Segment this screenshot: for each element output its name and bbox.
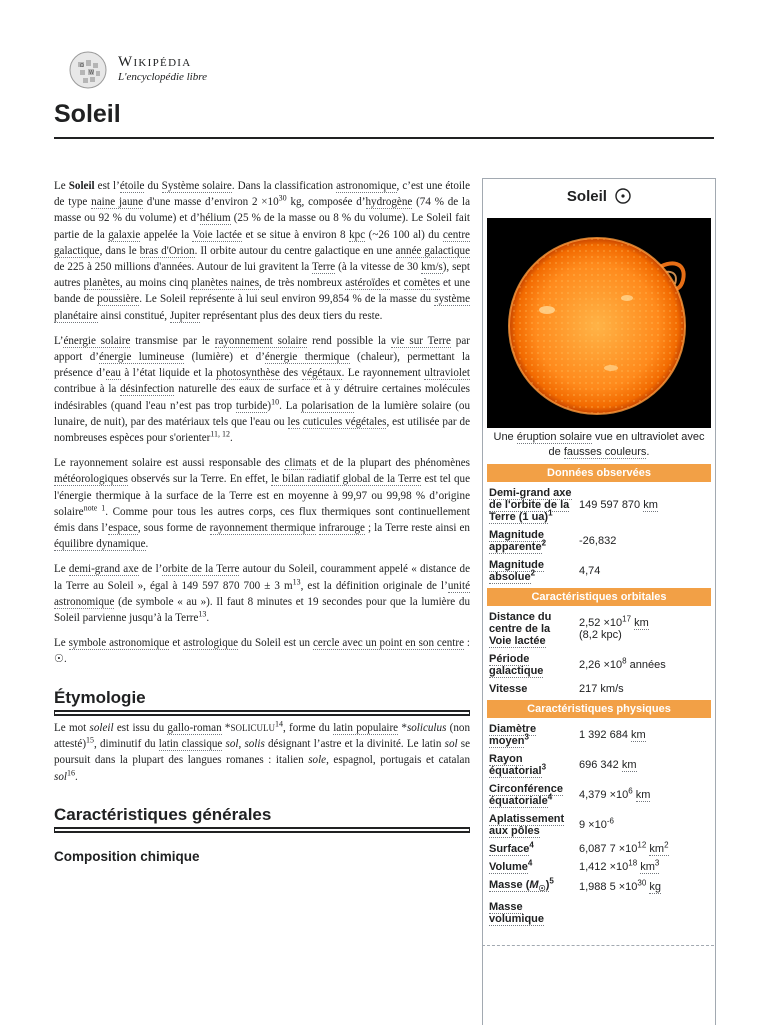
link-magnitude-absolue[interactable]: Magnitude absolue: [489, 559, 544, 583]
link-volume[interactable]: Volume: [489, 861, 528, 873]
link-helium[interactable]: hélium: [199, 212, 231, 225]
link-infrarouge[interactable]: infrarouge: [318, 522, 365, 535]
link-latin-classique[interactable]: latin classique: [158, 738, 223, 751]
link-systeme-solaire[interactable]: Système solaire: [161, 180, 232, 192]
page-cut-divider: [482, 945, 714, 946]
link-annee-galactique[interactable]: année galactique: [395, 244, 470, 257]
value-text: 1 392 684: [579, 729, 628, 741]
unit-text: km: [640, 861, 655, 873]
row-label: Vitesse: [489, 683, 528, 695]
intro-paragraph-1: Le Soleil est l’étoile du Système solaire. Dans la classification astronomique, c’est une étoile de type naine jaune d'une masse d’environ $2 \times 10^{30}$ kg, composée d’hydrogène (74 % de la masse ou 92 % du volume) et d’hélium (25 % de la masse ou 8 % du volume). Le Soleil fait partie de la galaxie appelée la Voie lactée et se situe à environ 8 kpc (~26 100 al) du centre galactique, dans le bras d'Orion. Il orbite autour du centre galactique en une année galactique de 225 à 250 millions d'années. Autour de lui gravitent la Terre (à la vitesse de 30 km/s), sept autres planètes, au moins cinq planètes naines, de très nombreux astéroïdes et comètes et une bande de poussière. Le Soleil représente à lui seul environ 99,854 % de la masse du système planétaire ainsi constitué, Jupiter représentant plus des deux tiers du reste.: [54, 180, 471, 322]
link-energie-solaire[interactable]: énergie solaire: [63, 334, 131, 347]
ref-sup[interactable]: 4: [527, 858, 533, 868]
row-label: [487, 858, 577, 876]
title-divider: [54, 137, 714, 139]
link-galaxie[interactable]: galaxie: [108, 228, 141, 241]
section-heading-etymologie: Étymologie: [54, 690, 470, 712]
sun-image[interactable]: [487, 218, 711, 428]
row-value: 4,74: [579, 565, 601, 577]
table-row: [487, 898, 711, 928]
link-etoile[interactable]: étoile: [119, 180, 145, 192]
row-label: [487, 876, 577, 898]
row-label: [487, 810, 577, 840]
label-text: aux pôles: [489, 825, 540, 837]
ref-sup[interactable]: 4: [529, 840, 534, 850]
intro-paragraph-5: Le symbole astronomique et astrologique du Soleil est un cercle avec un point en son centre : ☉.: [54, 637, 470, 666]
row-label: [487, 650, 577, 680]
row-value: -26,832: [579, 535, 617, 547]
row-label: [487, 720, 577, 750]
row-value: [577, 484, 711, 526]
value-unit: années: [629, 659, 666, 671]
row-value: [577, 840, 711, 858]
link-les[interactable]: les: [287, 415, 300, 428]
intro-paragraph-2: L’énergie solaire transmise par le rayonnement solaire rend possible la vie sur Terre par apport d’énergie lumineuse (lumière) et d’énergie thermique (chaleur), permettant la présence d’eau à l’état liquide et la photosynthèse des végétaux. Le rayonnement ultraviolet contribue à la désinfection naturelle des eaux de surface et à y détruire certaines molécules indésirables (quand l'eau n’est pas trop turbide)$^{10}$. La polarisation de la lumière solaire (ou lunaire, de nuit), par des matériaux tels que l'eau ou les cuticules végétales, est utilisée par de nombreuses espèces pour s'orienter$^{11, 12}$.: [54, 334, 471, 445]
link-ultraviolet[interactable]: ultraviolet: [424, 367, 470, 380]
table-caracteristiques-orbitales: [487, 608, 711, 698]
label-text: Rayon: [489, 753, 523, 765]
link-gallo-roman[interactable]: gallo-roman: [167, 721, 222, 734]
link-polarisation[interactable]: polarisation: [301, 399, 354, 412]
unit-link-km[interactable]: km: [635, 789, 651, 801]
caption-text-start: Une: [493, 431, 514, 443]
table-row: [487, 608, 711, 650]
link-vegetaux[interactable]: végétaux: [301, 367, 342, 380]
unit-link-km[interactable]: km: [634, 617, 649, 629]
table-row: [487, 810, 711, 840]
infobox-title: [483, 188, 715, 212]
link-diametre[interactable]: [489, 723, 536, 748]
table-row: [487, 484, 711, 526]
link-centre-galactique[interactable]: centre galactique: [54, 228, 470, 257]
unit-link-km[interactable]: km: [631, 729, 646, 741]
section-heading-caracteristiques: Caractéristiques générales: [54, 807, 470, 829]
ref-sup[interactable]: 3: [524, 732, 529, 742]
link-naine-jaune[interactable]: naine jaune: [91, 196, 143, 209]
label-symbol: M: [529, 879, 539, 891]
page-title: Soleil: [54, 100, 121, 128]
label-text: Circonférence: [489, 783, 563, 795]
infobox-section-caracteristiques-orbitales: Caractéristiques orbitales: [487, 588, 711, 606]
table-row: [487, 780, 711, 810]
unit-link-km2[interactable]: [649, 840, 669, 856]
table-row: [487, 858, 711, 876]
link-latin-populaire[interactable]: latin populaire: [333, 721, 399, 734]
value-exponent: 17: [622, 614, 632, 624]
link-voie-lactee-label[interactable]: Voie lactée: [489, 635, 546, 647]
link-kpc[interactable]: kpc: [349, 228, 366, 241]
intro-paragraph-3: Le rayonnement solaire est aussi responsable des climats et de la plupart des phénomènes météorologiques observés sur la Terre. En effet, le bilan radiatif global de la Terre est tel que l'énergie thermique à la surface de la Terre est en moyenne à 99,97 ou 99,98 % d’origine solaire$^{note 1}$. Comme pour tous les autres corps, ces flux thermiques sont continuellement émis dans l’espace, sous forme de rayonnement thermique infrarouge ; la Terre reste ainsi en équilibre dynamique.: [54, 457, 471, 551]
link-symbole-astronomique[interactable]: symbole astronomique: [68, 637, 170, 650]
sun-symbol-icon: [615, 188, 631, 204]
link-desinfection[interactable]: désinfection: [120, 383, 175, 396]
link-espace[interactable]: espace: [108, 522, 138, 535]
site-tagline: L'encyclopédie libre: [118, 71, 207, 83]
row-value: [577, 858, 711, 876]
link-orbite-terre[interactable]: orbite de la Terre: [162, 563, 240, 576]
value-exponent: 18: [628, 858, 638, 868]
link-photosynthese[interactable]: photosynthèse: [216, 367, 280, 380]
unit-exponent: 2: [664, 840, 669, 850]
label-text: volumique: [489, 913, 545, 926]
table-row: [487, 720, 711, 750]
svg-text:Ω: Ω: [80, 63, 84, 69]
link-jupiter[interactable]: Jupiter: [169, 309, 201, 322]
ref-sup[interactable]: 4: [547, 792, 553, 802]
label-text: Masse: [489, 901, 523, 914]
infobox-caption: [483, 428, 715, 464]
row-value: [577, 876, 711, 898]
wikipedia-logo[interactable]: [68, 50, 268, 90]
table-caracteristiques-physiques: [487, 720, 711, 928]
link-equilibre-dynamique[interactable]: équilibre dynamique: [54, 538, 146, 551]
table-row: [487, 526, 711, 556]
row-value: 217 km/s: [579, 683, 624, 695]
ref-sup[interactable]: 5: [549, 876, 554, 886]
infobox-section-donnees-observees: Données observées: [487, 464, 711, 482]
link-energie-lumineuse[interactable]: énergie lumineuse: [98, 351, 185, 364]
label-text: équatorial: [489, 765, 542, 777]
sun-subscript-icon: ☉: [538, 884, 546, 894]
value-text: 1,412 ×10: [579, 861, 629, 873]
link-voie-lactee[interactable]: Voie lactée: [192, 228, 242, 241]
link-hydrogene[interactable]: hydrogène: [365, 196, 413, 209]
site-title: Wikipédia: [118, 54, 192, 70]
infobox: [482, 178, 716, 1025]
ref-sup[interactable]: 2: [530, 568, 536, 578]
row-label: [487, 608, 577, 650]
row-label: [487, 526, 577, 556]
infobox-section-caracteristiques-physiques: Caractéristiques physiques: [487, 700, 711, 718]
subsection-heading-composition: Composition chimique: [54, 848, 200, 864]
link-bras-orion[interactable]: bras d'Orion: [139, 244, 195, 257]
link-rayonnement-solaire[interactable]: rayonnement solaire: [214, 334, 308, 347]
unit-link-kg[interactable]: kg: [649, 881, 662, 894]
link-planetes-naines[interactable]: planètes naines: [191, 277, 260, 290]
article-body: [54, 178, 470, 865]
link-kms[interactable]: km/s: [421, 261, 443, 274]
table-row: [487, 840, 711, 858]
unit-link-km[interactable]: km: [621, 759, 637, 771]
value-text: 4,379 ×10: [579, 789, 629, 801]
link-demi-grand-axe[interactable]: demi-grand axe: [68, 563, 139, 576]
link-eau[interactable]: eau: [105, 367, 121, 380]
ref-sup[interactable]: 1: [548, 508, 553, 518]
value-exponent: -6: [606, 816, 614, 826]
link-masse[interactable]: [489, 879, 549, 892]
value-text: 1,988 5 ×10: [579, 881, 638, 894]
link-astrologique[interactable]: astrologique: [183, 637, 239, 650]
link-astronomique[interactable]: astronomique: [336, 180, 397, 192]
value-text: 9 ×10: [579, 819, 607, 831]
value-extra: (8,2 kpc): [579, 629, 622, 641]
label-text: Diamètre: [489, 723, 537, 735]
svg-text:W: W: [89, 70, 94, 76]
label-text: ): [545, 879, 550, 891]
link-meteorologiques[interactable]: météorologiques: [54, 473, 128, 486]
unit-link-km[interactable]: km: [643, 499, 658, 511]
link-surface[interactable]: Surface: [489, 843, 530, 855]
link-turbide[interactable]: turbide: [235, 399, 268, 412]
row-label: [487, 840, 577, 858]
row-label: [487, 898, 577, 928]
label-text: Masse (: [489, 879, 530, 891]
row-label: [487, 780, 577, 810]
value-text: 2,26 ×10: [579, 659, 623, 671]
ref-sup[interactable]: 3: [541, 762, 547, 772]
link-vie-sur-terre[interactable]: vie sur Terre: [390, 334, 451, 347]
link-unite-astronomique[interactable]: unité astronomique: [54, 579, 470, 608]
etymologie-paragraph: Le mot soleil est issu du gallo-roman *SOLICULU$^{14}$, forme du latin populaire *soliculus (non attesté)$^{15}$, diminutif du latin classique sol, solis désignant l’astre et la divinité. Le latin sol se poursuit dans la plupart des langues romanes : italien sole, espagnol, portugais et catalan sol$^{16}$.: [54, 719, 471, 783]
unit-text: km: [649, 843, 665, 855]
row-value: [577, 780, 711, 810]
label-text: moyen: [489, 735, 525, 747]
unit-link-km3[interactable]: [640, 858, 660, 874]
row-value: [577, 720, 711, 750]
link-aplatissement[interactable]: [489, 813, 564, 838]
link-planetes[interactable]: planètes: [83, 277, 120, 290]
value-exponent: 12: [637, 840, 647, 850]
label-text: Aplatissement: [489, 813, 565, 825]
link-periode-galactique[interactable]: Période galactique: [489, 653, 544, 677]
caption-text-middle: vue en ultraviolet avec de: [548, 431, 705, 458]
link-cuticules-vegetales[interactable]: cuticules végétales: [302, 415, 387, 428]
caption-link-eruption[interactable]: éruption solaire: [516, 431, 592, 443]
value-text: 2,52 ×10: [579, 617, 623, 629]
link-terre[interactable]: Terre: [311, 261, 336, 274]
table-donnees-observees: [487, 484, 711, 586]
infobox-title-text: Soleil: [566, 188, 607, 205]
link-demi-grand-axe-label[interactable]: Demi-grand axe de l'orbite de la Terre (1 ua): [489, 487, 572, 523]
table-row: [487, 750, 711, 780]
link-bilan-radiatif[interactable]: le bilan radiatif global de la Terre: [271, 473, 422, 486]
value-exponent: 30: [637, 878, 647, 888]
caption-link-fausses-couleurs[interactable]: fausses couleurs: [563, 446, 647, 458]
row-label: [487, 750, 577, 780]
value-exponent: 6: [628, 786, 633, 796]
link-magnitude-apparente[interactable]: Magnitude apparente: [489, 529, 544, 553]
label-text: équatoriale: [489, 795, 548, 807]
link-climats[interactable]: climats: [284, 457, 317, 470]
link-rayonnement-thermique[interactable]: rayonnement thermique: [209, 522, 316, 535]
link-systeme-planetaire[interactable]: système planétaire: [54, 293, 470, 322]
unit-exponent: 3: [654, 858, 660, 868]
link-cometes[interactable]: comètes: [403, 277, 440, 290]
table-row: [487, 556, 711, 586]
link-poussiere[interactable]: poussière: [97, 293, 140, 306]
value-exponent: 8: [622, 656, 627, 666]
wikipedia-globe-icon: [68, 50, 110, 90]
row-value: [577, 608, 711, 650]
value-text: 696 342: [579, 759, 619, 771]
ref-sup[interactable]: 2: [541, 538, 547, 548]
link-asteroides[interactable]: astéroïdes: [345, 277, 390, 290]
row-value: [577, 650, 711, 680]
table-row: [487, 650, 711, 680]
table-row: [487, 680, 711, 698]
link-cercle-point[interactable]: cercle avec un point en son centre: [312, 637, 465, 650]
caption-text-end: .: [646, 446, 650, 458]
value-text: 6,087 7 ×10: [579, 843, 638, 855]
link-masse-volumique[interactable]: [489, 901, 544, 926]
row-value: [577, 810, 711, 840]
row-label: [487, 484, 577, 526]
row-label: [487, 556, 577, 586]
row-value: [577, 898, 711, 928]
intro-paragraph-4: Le demi-grand axe de l’orbite de la Terre autour du Soleil, couramment appelé « distance de la Terre au Soleil », égal à 149 597 870 700 ± 3 $m^{13}$, est la définition originale de l’unité astronomique (de symbole « au »). Il faut 8 minutes et 19 secondes pour que la lumière du Soleil parvienne jusqu’à la Terre$^{13}$.: [54, 563, 470, 625]
value-text: 149 597 870: [579, 499, 641, 511]
link-energie-thermique[interactable]: énergie thermique: [264, 351, 350, 364]
link-rayon[interactable]: [489, 753, 542, 778]
row-value: [577, 750, 711, 780]
table-row: [487, 876, 711, 898]
label-text: Distance du centre de la: [489, 611, 552, 635]
